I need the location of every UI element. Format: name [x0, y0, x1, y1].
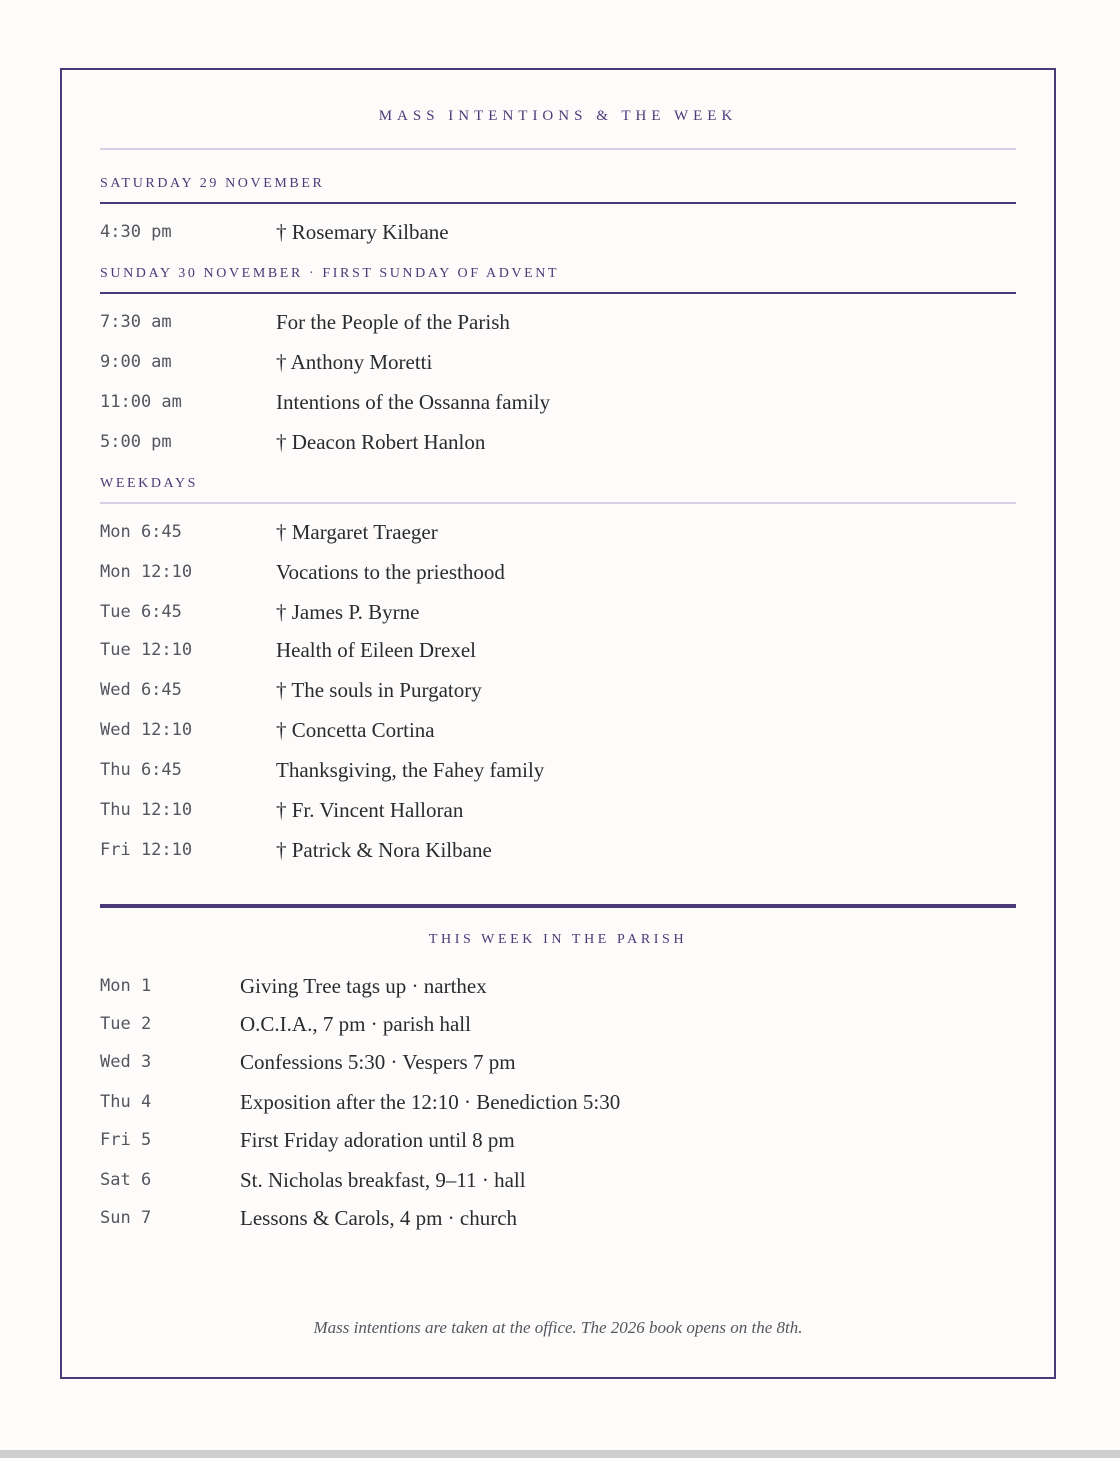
mass-intention: Vocations to the priesthood	[276, 560, 505, 584]
section-divider	[100, 292, 1016, 294]
week-heading: THIS WEEK IN THE PARISH	[428, 932, 688, 947]
intention-row	[100, 840, 1016, 868]
bulletin-page	[60, 68, 1056, 1379]
intention-row	[100, 720, 1016, 748]
intention-row	[100, 562, 1016, 590]
intention-row	[100, 432, 1016, 460]
event-row	[100, 1130, 1016, 1158]
mass-intention: Thanksgiving, the Fahey family	[276, 758, 545, 782]
event-day: Sun 7	[100, 1208, 152, 1228]
mass-intention: † Rosemary Kilbane	[276, 220, 449, 244]
mass-intention: † Fr. Vincent Halloran	[276, 798, 464, 822]
mass-time: 4:30 pm	[100, 222, 172, 242]
event-row	[100, 1052, 1016, 1080]
intention-row	[100, 680, 1016, 708]
section-heading-saturday: SATURDAY 29 NOVEMBER	[100, 176, 325, 191]
event-day: Sat 6	[100, 1170, 152, 1190]
event-text: Confessions 5:30 · Vespers 7 pm	[240, 1050, 516, 1074]
event-row	[100, 1170, 1016, 1198]
mass-intention: † Margaret Traeger	[276, 520, 438, 544]
intention-row	[100, 352, 1016, 380]
event-text: Lessons & Carols, 4 pm · church	[240, 1206, 518, 1230]
mass-time: Fri 12:10	[100, 840, 193, 860]
mass-time: 5:00 pm	[100, 432, 172, 452]
mass-intention: † The souls in Purgatory	[276, 678, 482, 702]
intention-row	[100, 522, 1016, 550]
section-heading-sunday: SUNDAY 30 NOVEMBER · FIRST SUNDAY OF ADVENT	[100, 266, 560, 281]
mass-intention: † James P. Byrne	[276, 600, 420, 624]
mass-time: Tue 6:45	[100, 602, 182, 622]
intention-row	[100, 602, 1016, 630]
mass-intention: † Deacon Robert Hanlon	[276, 430, 486, 454]
mass-time: 7:30 am	[100, 312, 172, 332]
event-row	[100, 976, 1016, 1004]
intention-row	[100, 222, 1016, 250]
mass-intention: For the People of the Parish	[276, 310, 510, 334]
event-day: Fri 5	[100, 1130, 152, 1150]
event-row	[100, 1014, 1016, 1042]
mass-time: Thu 12:10	[100, 800, 193, 820]
mass-time: Thu 6:45	[100, 760, 182, 780]
section-divider	[100, 502, 1016, 504]
event-day: Wed 3	[100, 1052, 152, 1072]
event-day: Mon 1	[100, 976, 152, 996]
event-text: O.C.I.A., 7 pm · parish hall	[240, 1012, 471, 1036]
footer-note: Mass intentions are taken at the office. The 2026 book opens on the 8th.	[313, 1318, 803, 1337]
intention-row	[100, 760, 1016, 788]
week-divider	[100, 904, 1016, 908]
page-title: MASS INTENTIONS & THE WEEK	[378, 108, 738, 124]
event-day: Thu 4	[100, 1092, 152, 1112]
event-text: St. Nicholas breakfast, 9–11 · hall	[240, 1168, 526, 1192]
mass-intention: † Concetta Cortina	[276, 718, 435, 742]
event-row	[100, 1092, 1016, 1120]
mass-intention: Intentions of the Ossanna family	[276, 390, 551, 414]
mass-time: Tue 12:10	[100, 640, 193, 660]
intention-row	[100, 800, 1016, 828]
section-divider	[100, 202, 1016, 204]
mass-time: Mon 6:45	[100, 522, 182, 542]
title-divider	[100, 148, 1016, 150]
mass-intention: Health of Eileen Drexel	[276, 638, 476, 662]
mass-time: 9:00 am	[100, 352, 172, 372]
mass-intention: † Patrick & Nora Kilbane	[276, 838, 492, 862]
event-text: Exposition after the 12:10 · Benediction 5:30	[240, 1090, 621, 1114]
intention-row	[100, 392, 1016, 420]
mass-time: Mon 12:10	[100, 562, 193, 582]
mass-intention: † Anthony Moretti	[276, 350, 433, 374]
mass-time: Wed 12:10	[100, 720, 193, 740]
intention-row	[100, 312, 1016, 340]
section-heading-weekdays: WEEKDAYS	[100, 476, 199, 491]
event-day: Tue 2	[100, 1014, 152, 1034]
intention-row	[100, 640, 1016, 668]
bottom-edge-bar	[0, 1450, 1120, 1458]
event-text: Giving Tree tags up · narthex	[240, 974, 487, 998]
mass-time: Wed 6:45	[100, 680, 182, 700]
mass-time: 11:00 am	[100, 392, 182, 412]
event-text: First Friday adoration until 8 pm	[240, 1128, 515, 1152]
event-row	[100, 1208, 1016, 1236]
